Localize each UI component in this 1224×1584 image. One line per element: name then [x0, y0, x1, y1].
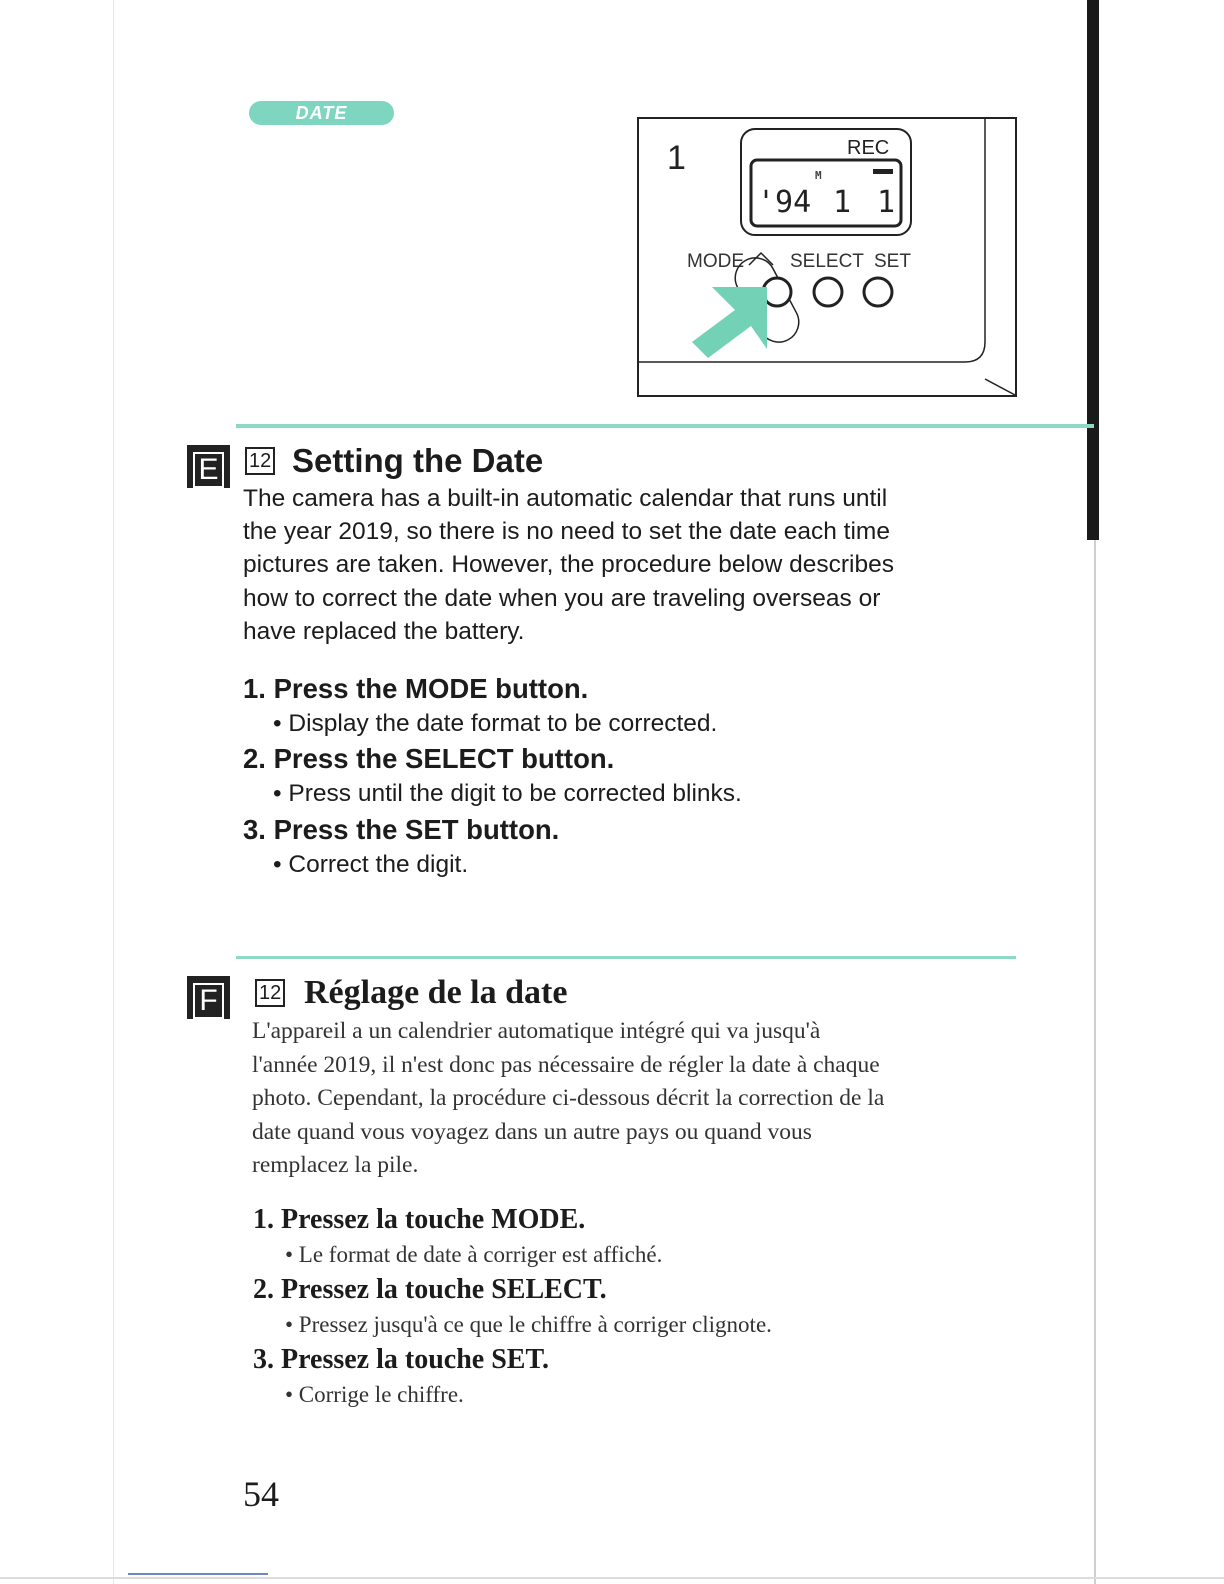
lcd-month-marker: M: [815, 169, 822, 182]
french-paragraph-line: remplacez la pile.: [252, 1152, 419, 1178]
set-button[interactable]: [864, 278, 892, 306]
english-step-3-note: • Correct the digit.: [273, 851, 469, 878]
select-button[interactable]: [814, 278, 842, 306]
mode-button[interactable]: [763, 278, 791, 306]
english-step-1-note: • Display the date format to be corrected.: [273, 710, 718, 737]
french-paragraph-line: photo. Cependant, la procédure ci-dessous décrit la correction de la: [252, 1085, 885, 1111]
french-step-1-note: • Le format de date à corriger est affiché.: [285, 1242, 663, 1267]
french-step-3-title: 3. Pressez la touche SET.: [253, 1344, 550, 1375]
english-step-2-title: 2. Press the SELECT button.: [243, 743, 615, 774]
date-section-tab: DATE: [249, 101, 394, 125]
section-number-box-fr: 12: [255, 979, 285, 1007]
select-label: SELECT: [790, 251, 864, 272]
page-bottom-edge: [0, 1577, 1224, 1579]
french-badge: F: [187, 976, 230, 1019]
camera-body-corner: [985, 379, 1015, 395]
mode-label: MODE: [687, 251, 744, 272]
page-right-edge-thin: [1094, 540, 1096, 1584]
english-paragraph-line: how to correct the date when you are traveling overseas or: [243, 584, 881, 612]
figure-step-number: 1: [667, 139, 686, 177]
section-divider-top: [236, 424, 1094, 428]
french-paragraph-line: L'appareil a un calendrier automatique intégré qui va jusqu'à: [252, 1018, 821, 1044]
french-step-2-note: • Pressez jusqu'à ce que le chiffre à corriger clignote.: [285, 1312, 772, 1337]
english-paragraph-line: pictures are taken. However, the procedure below describes: [243, 551, 894, 579]
lcd-day: 1: [877, 185, 896, 220]
lcd-rec-label: REC: [847, 137, 890, 159]
lcd-year: '94: [757, 185, 812, 220]
lcd-month: 1: [833, 185, 852, 220]
english-title: Setting the Date: [292, 442, 544, 479]
camera-panel-svg: [637, 117, 1017, 397]
page-number: 54: [243, 1474, 279, 1514]
french-title: Réglage de la date: [304, 974, 568, 1011]
section-divider-middle: [236, 956, 1016, 959]
french-paragraph-line: date quand vous voyagez dans un autre pays ou quand vous: [252, 1118, 812, 1145]
press-arrow-icon: [692, 287, 767, 358]
bottom-underline: [128, 1573, 268, 1575]
english-step-1-title: 1. Press the MODE button.: [243, 673, 589, 704]
english-step-3-title: 3. Press the SET button.: [243, 814, 560, 845]
page-right-edge: [1087, 0, 1099, 540]
english-paragraph-line: the year 2019, so there is no need to set the date each time: [243, 518, 890, 546]
french-step-2-title: 2. Pressez la touche SELECT.: [253, 1274, 607, 1305]
section-number-box: 12: [245, 447, 275, 475]
camera-panel-illustration: [637, 117, 1017, 397]
english-paragraph-line: The camera has a built-in automatic calendar that runs until: [243, 485, 888, 512]
french-paragraph-line: l'année 2019, il n'est donc pas nécessaire de régler la date à chaque: [252, 1051, 880, 1078]
camera-body-outline: [638, 118, 985, 362]
english-paragraph-line: have replaced the battery.: [243, 617, 525, 645]
french-step-3-note: • Corrige le chiffre.: [285, 1382, 464, 1407]
french-step-1-title: 1. Pressez la touche MODE.: [253, 1204, 586, 1235]
english-paragraph: [243, 482, 894, 648]
english-badge: E: [187, 445, 230, 488]
set-label: SET: [874, 251, 911, 272]
lcd-bar-segment: [873, 169, 893, 174]
french-paragraph: [252, 1015, 884, 1183]
page-left-edge: [113, 0, 114, 1584]
english-step-2-note: • Press until the digit to be corrected blinks.: [273, 780, 742, 807]
